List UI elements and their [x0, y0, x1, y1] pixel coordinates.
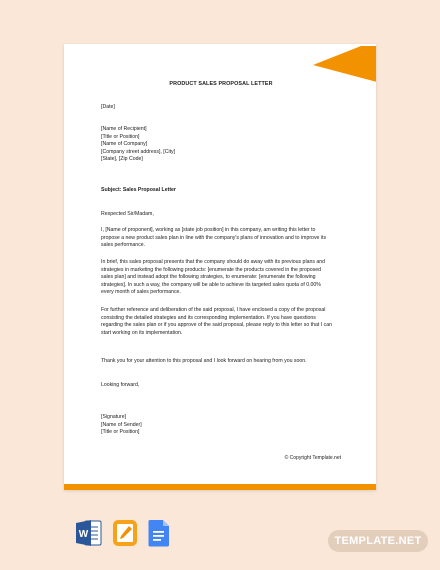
date-line: [Date] [101, 104, 115, 110]
paragraph-line: sales plan] and instead adopt the following strategies, to enumerate: [enumerate the following [101, 274, 316, 281]
paragraph-2 [101, 259, 341, 297]
signature-line: [Title or Position] [101, 429, 140, 436]
paragraph-3 [101, 307, 341, 337]
svg-text:W: W [78, 529, 89, 540]
closing: Looking forward, [101, 382, 140, 388]
recipient-line: [Title or Position] [101, 133, 140, 140]
paragraph-1 [101, 227, 341, 250]
recipient-line: [State], [Zip Code] [101, 156, 143, 163]
signature-line: [Name of Sender] [101, 421, 142, 428]
copyright-text: © Copyright Template.net [284, 455, 341, 461]
paragraph-4 [101, 358, 341, 366]
paragraph-line: In brief, this sales proposal presents that the company should do away with its previous plans and [101, 259, 326, 265]
template-net-badge[interactable]: TEMPLATE.NET [328, 530, 428, 552]
recipient-line: [Name of Company] [101, 141, 148, 148]
signature-block [101, 414, 341, 437]
paragraph-line: regarding the sales plan or if you approve of the said proposal, please reply to this letter so that I can [101, 322, 332, 329]
paragraph-line: propose a new product sales plan in line with the company's plans of innovation and to improve its [101, 234, 327, 241]
recipient-line: [Name of Recipient] [101, 126, 147, 132]
salutation: Respected Sir/Madam, [101, 211, 154, 217]
subject-line: Subject: Sales Proposal Letter [101, 187, 176, 193]
paragraph-line: start working on its implementation. [101, 329, 183, 336]
paragraph-line: For further reference and deliberation of the said proposal, I have enclosed a copy of the proposal [101, 307, 326, 313]
bottom-accent-bar [64, 484, 376, 490]
paragraph-line: every month of sales performance. [101, 289, 181, 296]
letter-preview [64, 44, 376, 490]
pages-icon[interactable] [112, 518, 138, 548]
paragraph-line: sales performance. [101, 242, 146, 249]
signature-line: [Signature] [101, 414, 127, 420]
letter-date [101, 104, 341, 112]
paragraph-line: strategies in marketing the following products: [enumerate the products covered in the proposed [101, 266, 322, 273]
paragraph-line: I, [Name of proponent], working as [state job position] in this company, am writing this letter to [101, 227, 316, 233]
paragraph-line: Thank you for your attention to this proposal and I look forward on hearing from you soon. [101, 358, 307, 364]
corner-accent-triangle [313, 46, 376, 82]
paragraph-line: strategies]. In such a way, the company will be able to achieve its targeted sales quota of 0.00% [101, 281, 321, 288]
paragraph-line: consisting the detailed strategies and its corresponding implementation. If you have questions [101, 314, 316, 321]
letter-title: PRODUCT SALES PROPOSAL LETTER [169, 81, 273, 87]
recipient-line: [Company street address], [City] [101, 148, 176, 155]
word-icon[interactable] [76, 518, 102, 548]
google-docs-icon[interactable] [146, 518, 172, 548]
recipient-block [101, 126, 341, 164]
